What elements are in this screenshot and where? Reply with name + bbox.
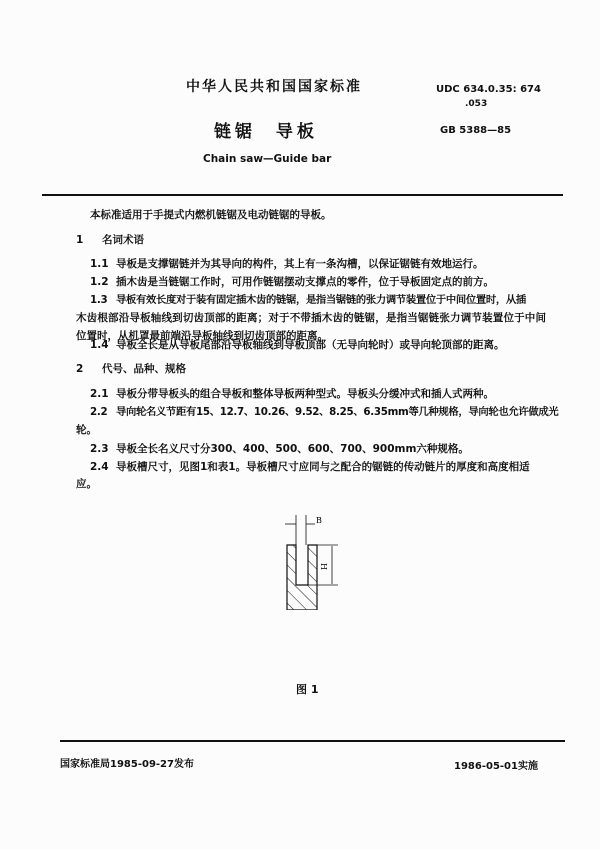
figure-1-guide-bar-groove (260, 500, 380, 610)
dimension-h-label: H (319, 563, 328, 570)
para-2-4: 2.4 导板槽尺寸，见图1和表1。导板槽尺寸应同与之配合的锯链的传动链片的厚度和高度相适 (90, 461, 530, 473)
section-2-heading: 2 代号、品种、规格 (76, 363, 186, 375)
para-2-4-end: 应。 (76, 478, 97, 490)
para-1-3-end: 位置时，从机罩最前端沿导板轴线到切齿顶部的距离。 (76, 330, 328, 342)
title-en: Chain saw—Guide bar (203, 153, 332, 165)
footer-rule (60, 740, 565, 742)
dimension-b-label: B (316, 516, 322, 525)
udc-code: UDC 634.0.35: 674 (436, 84, 541, 95)
para-1-3-cont: 木齿根部沿导板轴线到切齿顶部的距离；对于不带插木齿的链锯，是指当锯链张力调节装置位于中间 (76, 312, 546, 324)
issue-date: 国家标准局1985-09-27发布 (60, 759, 194, 770)
figure-caption: 图 1 (296, 683, 319, 696)
para-2-2: 2.2 导向轮名义节距有15、12.7、10.26、9.52、8.25、6.35mm等几种规格，导向轮也允许做成光 (90, 406, 559, 418)
intro-text: 本标准适用于手提式内燃机链锯及电动链锯的导板。 (90, 209, 332, 221)
para-2-1: 2.1 导板分带导板头的组合导板和整体导板两种型式。导板头分缓冲式和插人式两种。 (90, 388, 494, 400)
para-1-3: 1.3 导板有效长度对于装有固定插木齿的链锯，是指当锯链的张力调节装置位于中间位置时，从插 (90, 294, 526, 306)
para-1-1: 1.1 导板是支撑锯链并为其导向的构件，其上有一条沟槽，以保证锯链有效地运行。 (90, 258, 484, 270)
para-2-2-end: 轮。 (76, 424, 97, 436)
title-cn: 链锯 导板 (214, 122, 318, 142)
section-1-heading: 1 名词术语 (76, 234, 144, 246)
para-1-4: 1.4 导板全长是从导板尾部沿导板轴线到导板顶部（无导向轮时）或导向轮顶部的距离。 (90, 339, 505, 351)
para-1-2: 1.2 插木齿是当链锯工作时，可用作链锯摆动支撑点的零件，位于导板固定点的前方。 (90, 276, 494, 288)
issuing-org: 中华人民共和国国家标准 (186, 79, 362, 95)
effective-date: 1986-05-01实施 (454, 761, 538, 772)
udc-code-cont: .053 (465, 99, 488, 109)
guide-bar-section (287, 545, 317, 610)
header-rule (42, 194, 563, 196)
para-2-3: 2.3 导板全长名义尺寸分300、400、500、600、700、900mm六种规格。 (90, 443, 469, 455)
gb-number: GB 5388—85 (440, 125, 512, 136)
